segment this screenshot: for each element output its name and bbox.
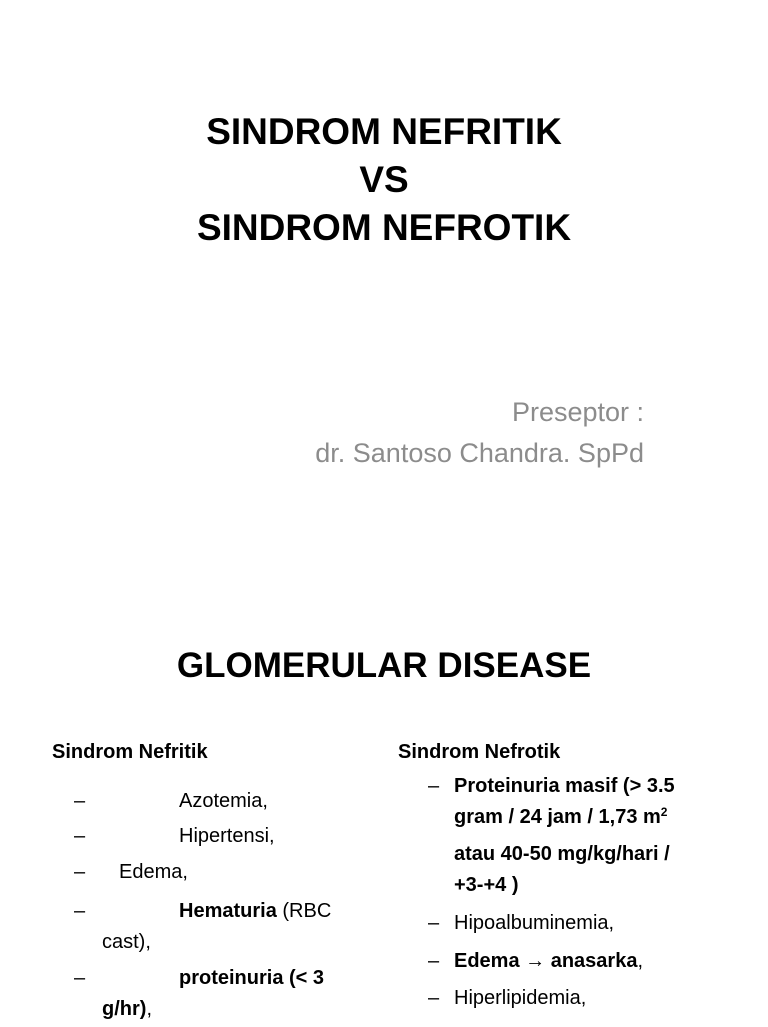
- superscript: 2: [660, 805, 668, 819]
- list-item-text: Azotemia,: [179, 790, 268, 812]
- dash-bullet: –: [74, 825, 86, 847]
- right-column-header: Sindrom Nefrotik: [398, 741, 561, 763]
- text-line: Proteinuria masif (> 3.5: [454, 775, 675, 797]
- slide-title: [0, 108, 768, 252]
- bold-text: Hematuria: [179, 900, 277, 922]
- list-item: [74, 963, 374, 1027]
- slide-heading: GLOMERULAR DISEASE: [176, 646, 592, 685]
- left-column-header: Sindrom Nefritik: [52, 741, 208, 763]
- list-item-text: Edema,: [119, 861, 188, 883]
- bold-text: g/hr): [102, 998, 147, 1020]
- title-line: SINDROM NEFRITIK: [206, 111, 562, 152]
- arrow-icon: →: [525, 950, 546, 972]
- plain-text: ,: [637, 950, 644, 972]
- preseptor-label: Preseptor :: [511, 397, 644, 427]
- dash-bullet: –: [74, 790, 86, 812]
- list-item-continuation: cast),: [102, 931, 151, 953]
- dash-bullet: –: [428, 775, 440, 797]
- list-item-text: proteinuria (< 3: [179, 967, 325, 989]
- plain-text: ,: [146, 998, 152, 1020]
- content-slide: [0, 596, 768, 1024]
- dash-bullet: –: [428, 950, 440, 972]
- preseptor-name: dr. Santoso Chandra. SpPd: [315, 438, 644, 468]
- text-line-main: gram / 24 jam / 1,73 m: [454, 806, 661, 828]
- list-item-text: Hipertensi,: [179, 825, 275, 847]
- list-item-text: [454, 946, 643, 977]
- title-line: SINDROM NEFROTIK: [196, 207, 572, 248]
- list-item-text: [454, 771, 754, 901]
- list-item-text: [179, 896, 331, 927]
- plain-text: (RBC: [276, 900, 332, 922]
- text-line: [454, 802, 754, 833]
- dash-bullet: –: [74, 900, 86, 922]
- dash-bullet: –: [428, 912, 440, 934]
- text-line: +3-+4 ): [454, 874, 519, 896]
- list-item-text: Hiperlipidemia,: [454, 987, 587, 1009]
- list-item-text: Hipoalbuminemia,: [454, 912, 615, 934]
- bold-text: anasarka: [545, 950, 638, 972]
- title-line: VS: [359, 159, 409, 200]
- dash-bullet: –: [74, 967, 86, 989]
- list-item: [74, 896, 374, 966]
- dash-bullet: –: [428, 987, 440, 1009]
- dash-bullet: –: [74, 861, 86, 883]
- preseptor-block: [315, 392, 644, 474]
- list-item-continuation: [102, 994, 152, 1025]
- bold-text: Edema: [454, 950, 526, 972]
- text-line: atau 40-50 mg/kg/hari /: [454, 843, 670, 865]
